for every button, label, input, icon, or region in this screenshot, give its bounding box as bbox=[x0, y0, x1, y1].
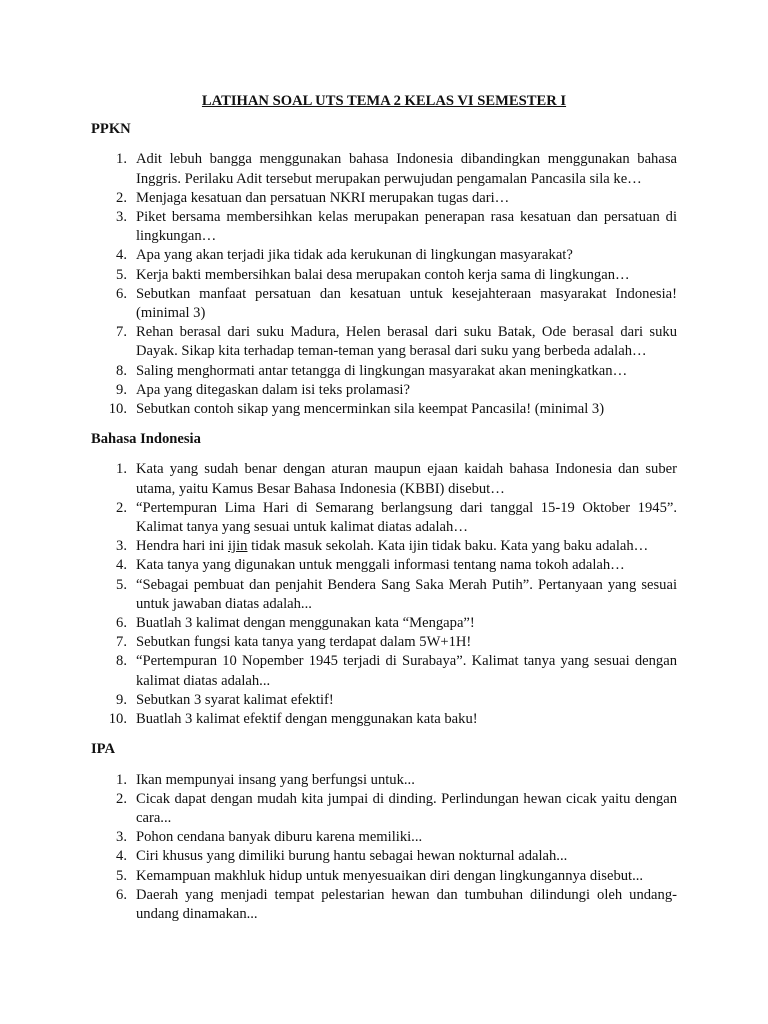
question-number: 4. bbox=[116, 848, 127, 865]
question-text: Buatlah 3 kalimat dengan menggunakan kata “Mengapa”! bbox=[136, 615, 475, 632]
question-number: 8. bbox=[116, 653, 127, 670]
question-text: “Pertempuran Lima Hari di Semarang berlangsung dari tanggal 15-19 Oktober 1945”. Kalimat tanya yang sesuai untuk kalimat diatas adalah… bbox=[136, 499, 677, 536]
question-number: 10. bbox=[108, 711, 127, 728]
section-ppkn bbox=[91, 120, 677, 419]
section-heading: PPKN bbox=[91, 121, 131, 138]
question-item bbox=[91, 285, 677, 323]
question-text: Piket bersama membersihkan kelas merupakan penerapan rasa kesatuan dan persatuan di lingkungan… bbox=[136, 209, 677, 245]
question-number: 5. bbox=[116, 576, 127, 593]
question-item bbox=[91, 710, 677, 729]
question-number: 5. bbox=[116, 867, 127, 884]
question-number: 3. bbox=[116, 209, 127, 226]
question-text: Daerah yang menjadi tempat pelestarian hewan dan tumbuhan dilindungi oleh undang-undang dinamakan... bbox=[136, 886, 677, 922]
question-item bbox=[91, 556, 677, 575]
question-number: 10. bbox=[108, 401, 127, 418]
question-text: Kata yang sudah benar dengan aturan maupun ejaan kaidah bahasa Indonesia dan suber utama, yaitu Kamus Besar Bahasa Indonesia (KBBI) disebut… bbox=[136, 461, 677, 497]
question-item bbox=[91, 537, 677, 556]
section-ipa bbox=[91, 740, 677, 924]
question-text-pre: Hendra hari ini bbox=[136, 538, 228, 555]
question-text: Rehan berasal dari suku Madura, Helen berasal dari suku Batak, Ode berasal dari suku Dayak. Sikap kita terhadap teman-teman yang berasal dari suku yang berbeda adalah… bbox=[136, 324, 677, 360]
question-number: 7. bbox=[116, 324, 127, 341]
question-text: Sebutkan contoh sikap yang mencerminkan sila keempat Pancasila! (minimal 3) bbox=[136, 401, 605, 418]
question-text: “Pertempuran 10 Nopember 1945 terjadi di Surabaya”. Kalimat tanya yang sesuai dengan kalimat diatas adalah... bbox=[136, 653, 677, 689]
question-list bbox=[91, 150, 677, 419]
section-heading: IPA bbox=[91, 741, 116, 758]
question-text: Apa yang akan terjadi jika tidak ada kerukunan di lingkungan masyarakat? bbox=[136, 247, 573, 264]
question-text: Sebutkan manfaat persatuan dan kesatuan untuk kesejahteraan masyarakat Indonesia! (minimal 3) bbox=[136, 285, 677, 322]
document-title: LATIHAN SOAL UTS TEMA 2 KELAS VI SEMESTER I bbox=[201, 93, 567, 109]
question-text-post: tidak masuk sekolah. Kata ijin tidak baku. Kata yang baku adalah… bbox=[247, 538, 649, 555]
question-item bbox=[91, 362, 677, 381]
question-item bbox=[91, 499, 677, 537]
question-number: 1. bbox=[116, 771, 127, 788]
question-number: 3. bbox=[116, 538, 127, 555]
question-text: “Sebagai pembuat dan penjahit Bendera Sang Saka Merah Putih”. Pertanyaan yang sesuai untuk jawaban diatas adalah... bbox=[136, 576, 677, 612]
question-item bbox=[91, 576, 677, 614]
question-number: 4. bbox=[116, 247, 127, 264]
question-number: 2. bbox=[116, 499, 127, 516]
section-heading: Bahasa Indonesia bbox=[91, 431, 201, 448]
question-number: 6. bbox=[116, 615, 127, 632]
question-item bbox=[91, 189, 677, 208]
question-text: Sebutkan 3 syarat kalimat efektif! bbox=[136, 691, 334, 708]
question-item bbox=[91, 208, 677, 246]
question-item bbox=[91, 381, 677, 400]
document-page bbox=[91, 92, 677, 935]
section-bahasa-indonesia bbox=[91, 430, 677, 729]
question-number: 6. bbox=[116, 285, 127, 302]
question-number: 9. bbox=[116, 691, 127, 708]
question-item bbox=[91, 886, 677, 924]
question-item bbox=[91, 400, 677, 419]
question-list bbox=[91, 771, 677, 925]
question-number: 7. bbox=[116, 634, 127, 651]
question-text: Sebutkan fungsi kata tanya yang terdapat dalam 5W+1H! bbox=[136, 634, 472, 651]
question-number: 5. bbox=[116, 266, 127, 283]
question-item bbox=[91, 691, 677, 710]
question-number: 2. bbox=[116, 189, 127, 206]
question-text: Ikan mempunyai insang yang berfungsi untuk... bbox=[136, 771, 415, 788]
question-item bbox=[91, 828, 677, 847]
question-text: Buatlah 3 kalimat efektif dengan menggunakan kata baku! bbox=[136, 711, 478, 728]
question-item bbox=[91, 460, 677, 498]
question-item bbox=[91, 614, 677, 633]
question-number: 1. bbox=[116, 461, 127, 478]
question-item bbox=[91, 771, 677, 790]
question-number: 9. bbox=[116, 381, 127, 398]
question-text: Apa yang ditegaskan dalam isi teks prolamasi? bbox=[136, 381, 410, 398]
question-item bbox=[91, 323, 677, 361]
question-text: Ciri khusus yang dimiliki burung hantu sebagai hewan nokturnal adalah... bbox=[136, 848, 568, 865]
question-item bbox=[91, 867, 677, 886]
question-text: Pohon cendana banyak diburu karena memiliki... bbox=[136, 829, 423, 846]
question-number: 8. bbox=[116, 362, 127, 379]
question-item bbox=[91, 150, 677, 188]
question-text: Kemampuan makhluk hidup untuk menyesuaikan diri dengan lingkungannya disebut... bbox=[136, 867, 644, 884]
question-text: Cicak dapat dengan mudah kita jumpai di dinding. Perlindungan hewan cicak yaitu dengan cara... bbox=[136, 790, 677, 826]
question-list bbox=[91, 460, 677, 729]
question-number: 2. bbox=[116, 790, 127, 807]
question-number: 6. bbox=[116, 886, 127, 903]
question-text: Kata tanya yang digunakan untuk menggali informasi tentang nama tokoh adalah… bbox=[136, 557, 625, 574]
question-text: Menjaga kesatuan dan persatuan NKRI merupakan tugas dari… bbox=[136, 189, 510, 206]
question-text: Kerja bakti membersihkan balai desa merupakan contoh kerja sama di lingkungan… bbox=[136, 266, 630, 283]
question-item bbox=[91, 633, 677, 652]
question-item bbox=[91, 847, 677, 866]
question-number: 4. bbox=[116, 557, 127, 574]
question-text: Adit lebuh bangga menggunakan bahasa Indonesia dibandingkan menggunakan bahasa Inggris. Perilaku Adit tersebut merupakan perwujudan pengamalan Pancasila sila ke… bbox=[136, 151, 677, 187]
question-number: 1. bbox=[116, 151, 127, 168]
question-item bbox=[91, 266, 677, 285]
question-item bbox=[91, 790, 677, 828]
question-item bbox=[91, 246, 677, 265]
question-item bbox=[91, 652, 677, 690]
question-number: 3. bbox=[116, 829, 127, 846]
underlined-word: ijin bbox=[228, 538, 248, 555]
question-text: Saling menghormati antar tetangga di lingkungan masyarakat akan meningkatkan… bbox=[136, 362, 628, 379]
